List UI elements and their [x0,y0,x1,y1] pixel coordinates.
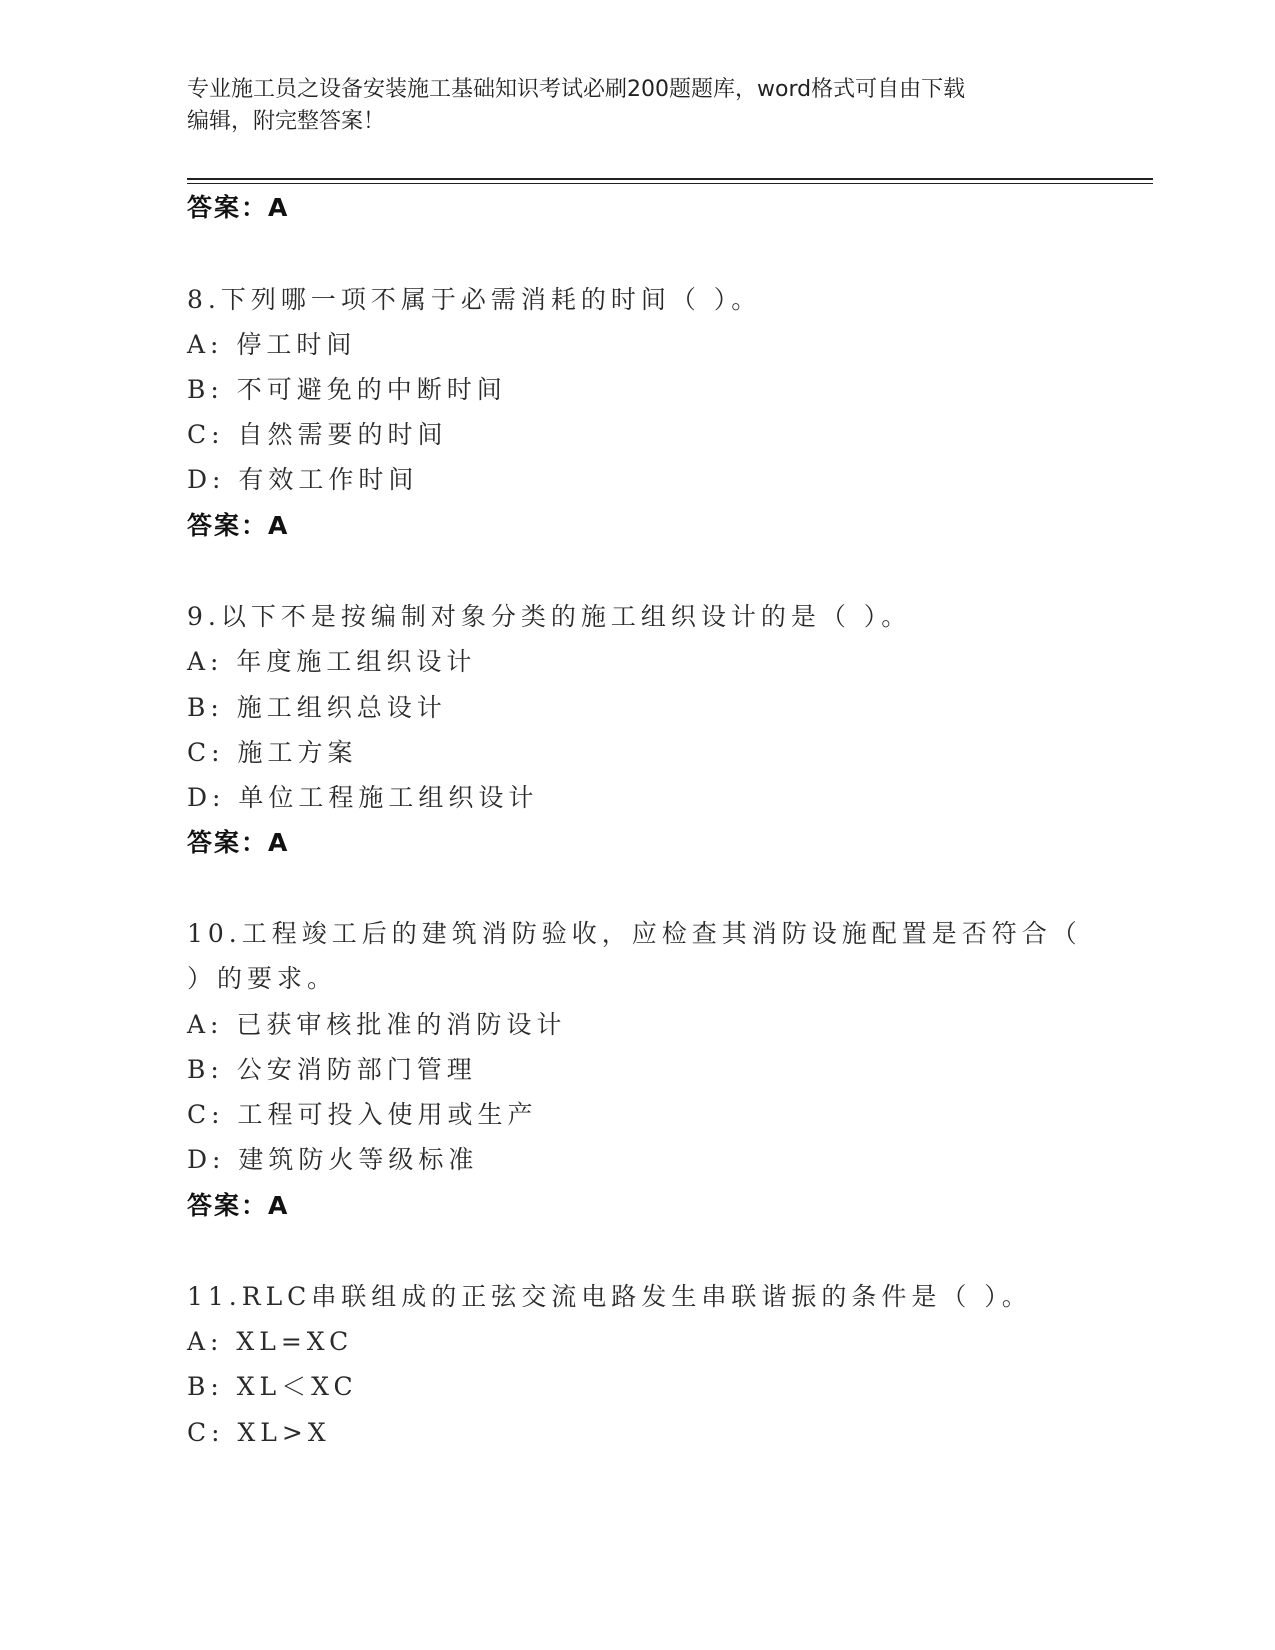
question-stem: 9.以下不是按编制对象分类的施工组织设计的是（ ）。 [187,602,912,631]
option-a: A: 已获审核批准的消防设计 [187,1010,567,1039]
document-header [187,74,1087,138]
option-d: D: 单位工程施工组织设计 [187,783,539,812]
header-line-2: 编辑，附完整答案！ [187,109,386,134]
option-d: D: 有效工作时间 [187,465,419,494]
option-c: C: 施工方案 [187,738,358,767]
answer-line: 答案：A [187,193,290,222]
option-c: C: XL>X [187,1418,331,1447]
option-a: A: XL=XC [187,1327,354,1356]
header-line-1: 专业施工员之设备安装施工基础知识考试必刷200题题库，word格式可自由下载 [187,77,966,102]
option-d: D: 建筑防火等级标准 [187,1145,479,1174]
option-a: A: 停工时间 [187,330,357,359]
header-divider-thin [187,183,1153,184]
option-b: B: 公安消防部门管理 [187,1055,477,1084]
option-b: B: XL＜XC [187,1372,358,1401]
header-divider [187,178,1153,180]
answer-line: 答案：A [187,511,290,540]
question-stem-continued: ）的要求。 [187,964,338,993]
option-c: C: 工程可投入使用或生产 [187,1100,538,1129]
question-stem: 8.下列哪一项不属于必需消耗的时间（ ）。 [187,285,762,314]
option-a: A: 年度施工组织设计 [187,647,477,676]
option-b: B: 不可避免的中断时间 [187,375,507,404]
question-stem: 10.工程竣工后的建筑消防验收，应检查其消防设施配置是否符合（ [187,919,1082,948]
answer-line: 答案：A [187,828,290,857]
question-stem: 11.RLC串联组成的正弦交流电路发生串联谐振的条件是（ ）。 [187,1282,1032,1311]
option-c: C: 自然需要的时间 [187,420,448,449]
option-b: B: 施工组织总设计 [187,693,447,722]
answer-line: 答案：A [187,1191,290,1220]
